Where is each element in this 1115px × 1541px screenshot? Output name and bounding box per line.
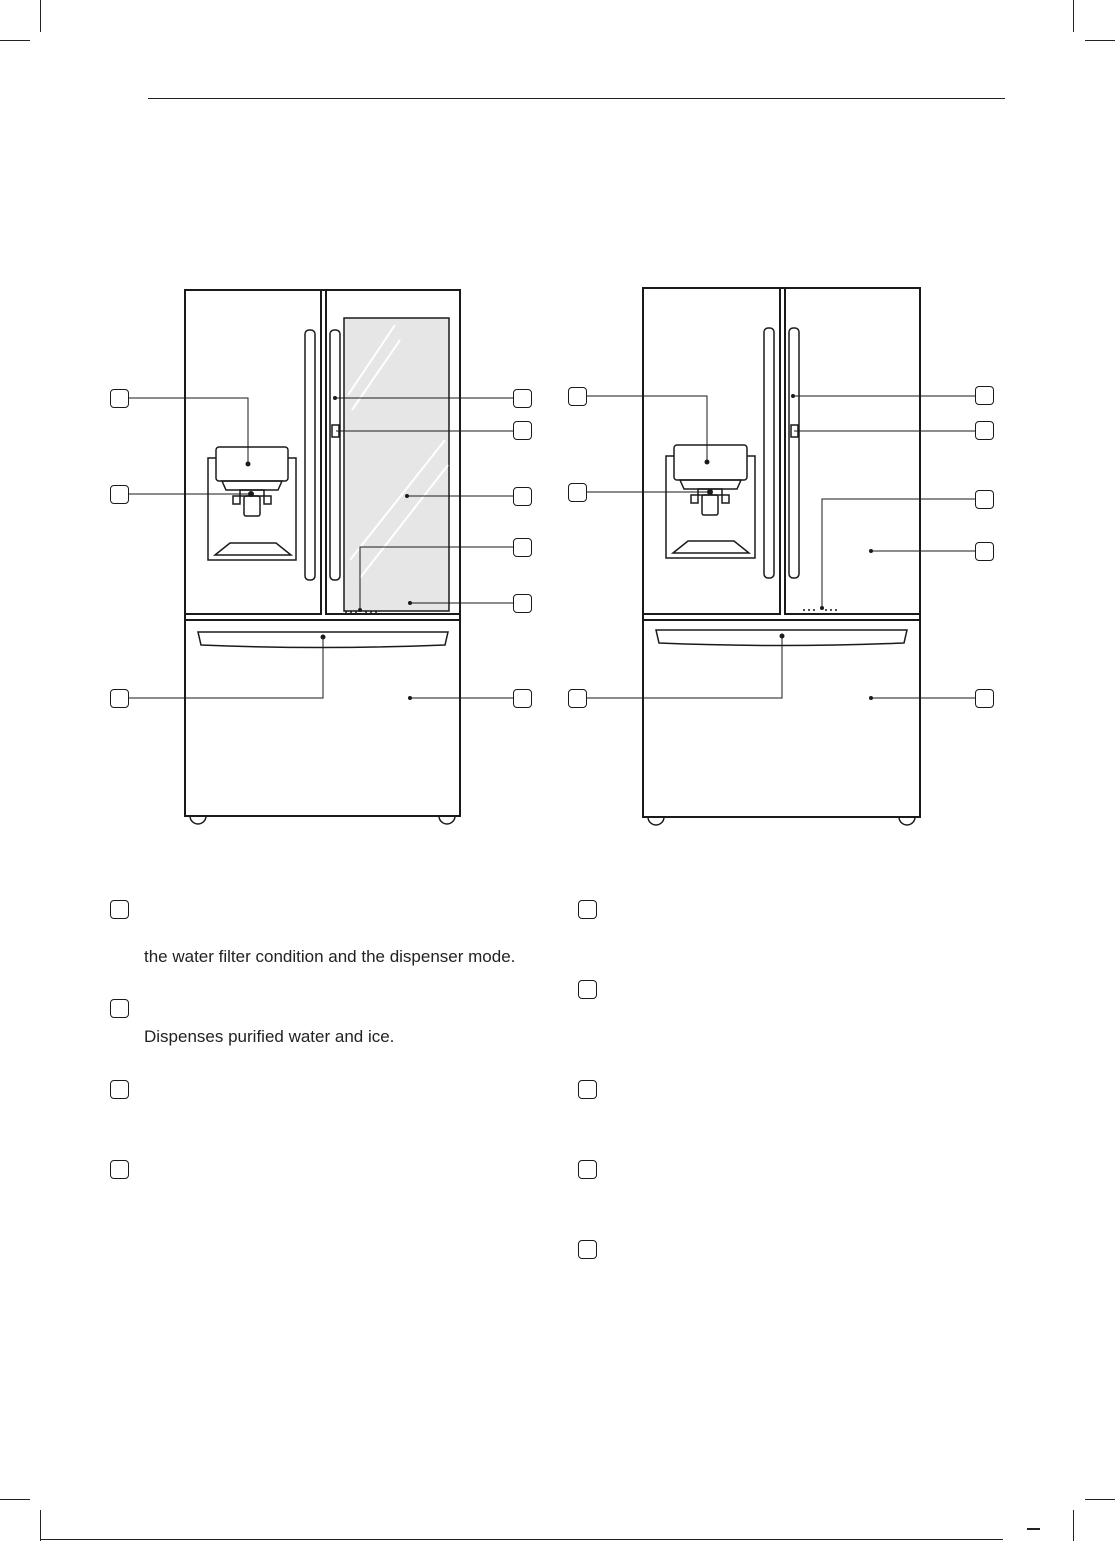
description-badge: [110, 999, 129, 1018]
fridge-left-foot-right: [439, 816, 455, 824]
description-badge: [110, 900, 129, 919]
fridge-right-dispenser-paddle: [702, 495, 718, 515]
fridge-right-handle-right: [789, 328, 799, 578]
refrigerator-left: [129, 290, 513, 824]
callout-badge: [513, 389, 532, 408]
description-badge: [578, 980, 597, 999]
fridge-left-dispenser-paddle: [244, 496, 260, 516]
callout-badge: [975, 542, 994, 561]
fridge-right-foot-left: [648, 817, 664, 825]
fridge-right-dispenser-lever-top: [680, 480, 741, 489]
description-badge: [578, 900, 597, 919]
fridge-left-dispenser-side-right: [264, 496, 271, 504]
fridge-left-dispenser-side-left: [233, 496, 240, 504]
callout-badge: [513, 538, 532, 557]
callout-badge: [110, 485, 129, 504]
fridge-right-dispenser-tray: [673, 541, 749, 553]
callout-badge: [110, 689, 129, 708]
callout-badge: [975, 490, 994, 509]
description-badge: [578, 1160, 597, 1179]
callout-badge: [975, 386, 994, 405]
description-badge: [578, 1240, 597, 1259]
fridge-left-dispenser-display: [216, 447, 288, 481]
description-badge: [578, 1080, 597, 1099]
description-badge: [110, 1080, 129, 1099]
callout-badge: [975, 421, 994, 440]
description-left-1-line-2: the water filter condition and the dispenser mode.: [144, 947, 516, 966]
callout-badge: [513, 689, 532, 708]
fridge-right-foot-right: [899, 817, 915, 825]
fridge-right-handle-left: [764, 328, 774, 578]
fridge-left-foot-left: [190, 816, 206, 824]
fridge-left-dispenser-lever-top: [222, 481, 282, 490]
callout-badge: [513, 487, 532, 506]
fridge-left-dispenser-tray: [215, 543, 291, 555]
description-badge: [110, 1160, 129, 1179]
callout-badge: [568, 387, 587, 406]
refrigerator-right: [587, 288, 975, 825]
callout-badge: [975, 689, 994, 708]
callout-badge: [513, 594, 532, 613]
fridge-right-dispenser-display: [674, 445, 747, 480]
callout-badge: [568, 689, 587, 708]
description-left-2-line-2: Dispenses purified water and ice.: [144, 1027, 395, 1046]
fridge-right-door-right: [785, 288, 920, 614]
callout-badge: [568, 483, 587, 502]
fridge-right-dispenser-side-left: [691, 495, 698, 503]
callout-badge: [110, 389, 129, 408]
fridge-left-handle-right: [330, 330, 340, 580]
fridge-left-handle-left: [305, 330, 315, 580]
fridge-right-dispenser-side-right: [722, 495, 729, 503]
fridge-right-control-dots: [803, 609, 837, 611]
callout-badge: [513, 421, 532, 440]
